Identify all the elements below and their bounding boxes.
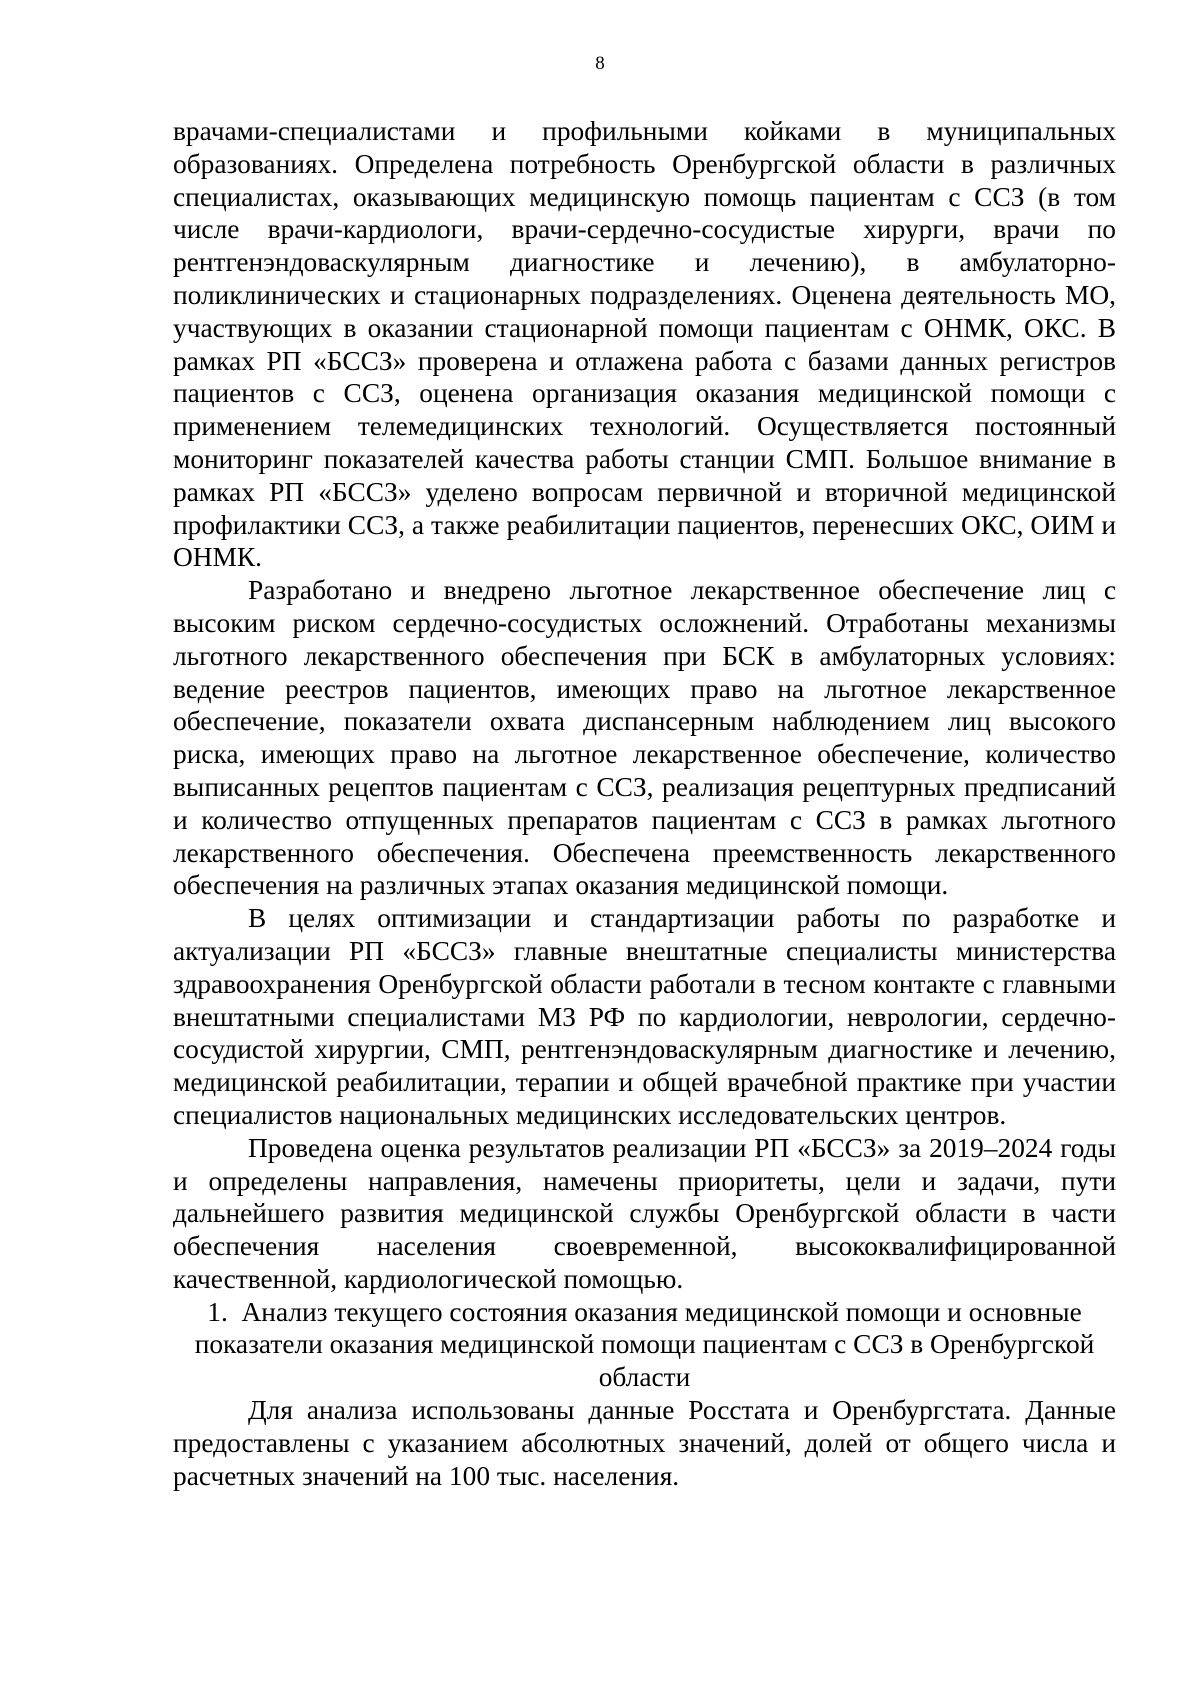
document-body bbox=[173, 115, 1116, 1492]
paragraph-drug-provision: Разработано и внедрено льготное лекарственное обеспечение лиц с высоким риском сердечно-сосудистых осложнений. Отработаны механизмы льготного лекарственного обеспечения при БСК в амбулаторных условиях: ведение реестров пациентов, имеющих право на льготное лекарственное обеспечение, показатели охвата диспансерным наблюдением лиц высокого риска, имеющих право на льготное лекарственное обеспечение, количество выписанных рецептов пациентам с ССЗ, реализация рецептурных предписаний и количество отпущенных препаратов пациентам с ССЗ в рамках льготного лекарственного обеспечения. Обеспечена преемственность лекарственного обеспечения на различных этапах оказания медицинской помощи. bbox=[173, 575, 1116, 901]
section-heading bbox=[173, 1296, 1116, 1394]
section-number: 1. bbox=[207, 1296, 228, 1327]
paragraph-continuation: врачами-специалистами и профильными койками в муниципальных образованиях. Определена потребность Оренбургской области в различных специалистах, оказывающих медицинскую помощь пациентам с ССЗ (в том числе врачи-кардиологи, врачи-сердечно-сосудистые хирурги, врачи по рентгенэндоваскулярным диагностике и лечению), в амбулаторно-поликлинических и стационарных подразделениях. Оценена деятельность МО, участвующих в оказании стационарной помощи пациентам с ОНМК, ОКС. В рамках РП «БССЗ» проверена и отлажена работа с базами данных регистров пациентов с ССЗ, оценена организация оказания медицинской помощи с применением телемедицинских технологий. Осуществляется постоянный мониторинг показателей качества работы станции СМП. Большое внимание в рамках РП «БССЗ» уделено вопросам первичной и вторичной медицинской профилактики ССЗ, а также реабилитации пациентов, перенесших ОКС, ОИМ и ОНМК. bbox=[173, 116, 1116, 573]
page-number: 8 bbox=[595, 53, 605, 74]
section-title: Анализ текущего состояния оказания медицинской помощи и основные показатели оказания медицинской помощи пациентам с ССЗ в Оренбургской области bbox=[194, 1296, 1095, 1393]
paragraph-standardization: В целях оптимизации и стандартизации работы по разработке и актуализации РП «БССЗ» главные внештатные специалисты министерства здравоохранения Оренбургской области работали в тесном контакте с главными внештатными специалистами МЗ РФ по кардиологии, неврологии, сердечно-сосудистой хирургии, СМП, рентгенэндоваскулярным диагностике и лечению, медицинской реабилитации, терапии и общей врачебной практике при участии специалистов национальных медицинских исследовательских центров. bbox=[173, 903, 1116, 1130]
paragraph-results-assessment: Проведена оценка результатов реализации РП «БССЗ» за 2019–2024 годы и определены направления, намечены приоритеты, цели и задачи, пути дальнейшего развития медицинской службы Оренбургской области в части обеспечения населения своевременной, высококвалифицированной качественной, кардиологической помощью. bbox=[173, 1132, 1116, 1294]
paragraph-data-sources: Для анализа использованы данные Росстата и Оренбургстата. Данные предоставлены с указанием абсолютных значений, долей от общего числа и расчетных значений на 100 тыс. населения. bbox=[173, 1395, 1116, 1491]
